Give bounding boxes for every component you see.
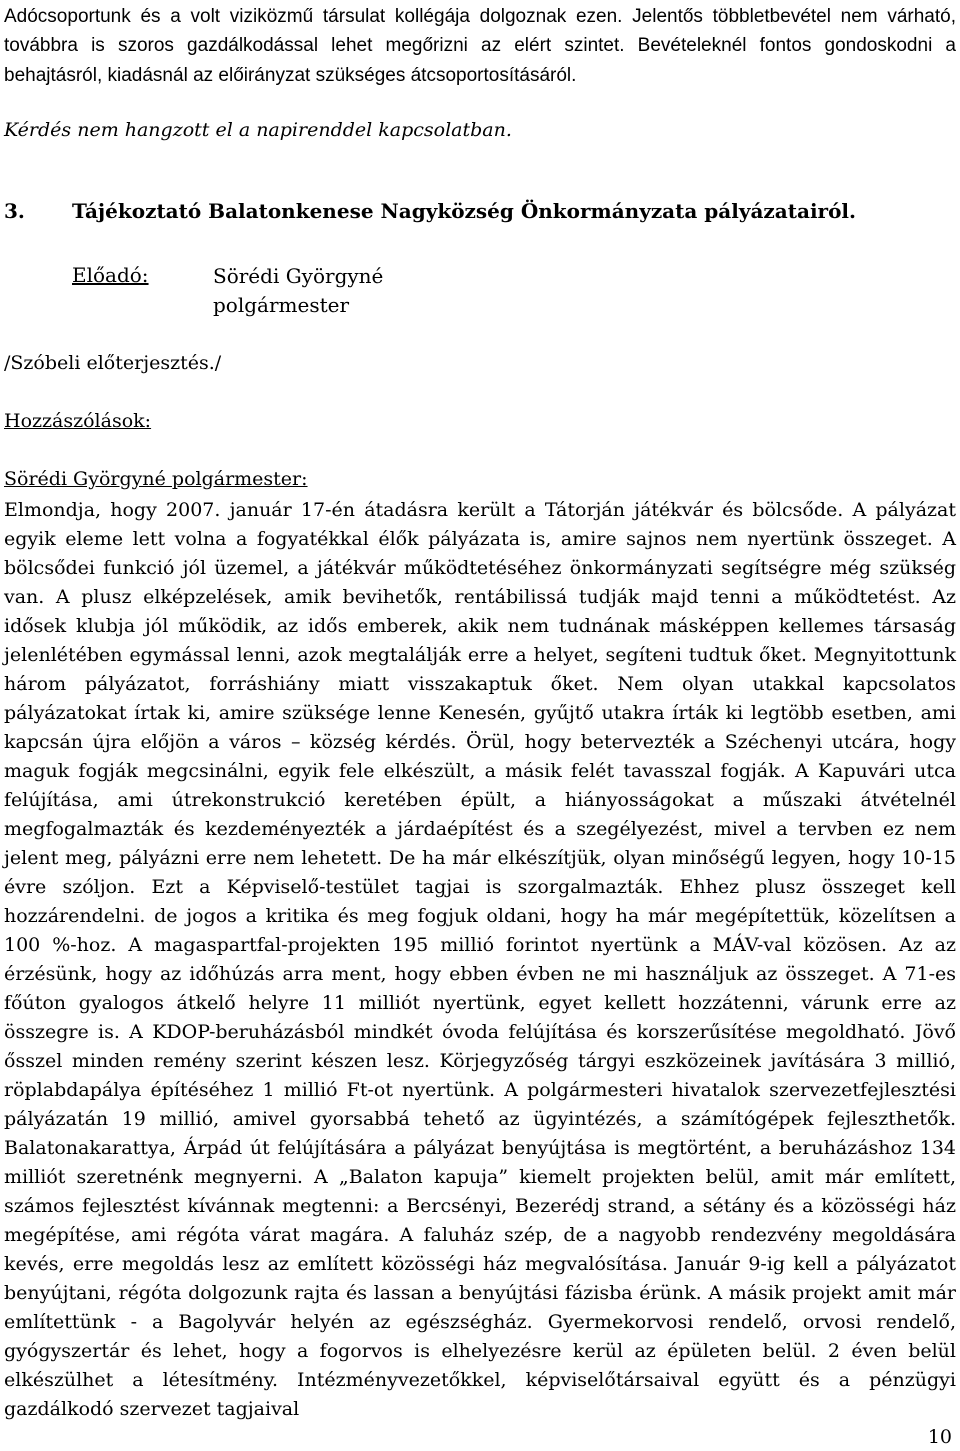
comments-heading: Hozzászólások: [4, 410, 152, 432]
agenda-item-number: 3. [4, 199, 25, 223]
page-number: 10 [927, 1426, 952, 1448]
intro-paragraph: Adócsoportunk és a volt viziközmű társulat kollégája dolgoznak ezen. Jelentős többletbevétel nem várható, továbbra is szoros gazdálkodással lehet megőrizni az elért szintet. Bevételeknél fontos gondoskodni a behajtásról, kiadásnál az előirányzat szükséges átcsoportosításáról. [4, 6, 956, 86]
presenter-label: Előadó: [72, 263, 149, 287]
presenter-block [213, 262, 383, 320]
agenda-item-heading [4, 198, 856, 224]
speech-paragraph: Elmondja, hogy 2007. január 17-én átadásra került a Tátorján játékvár és bölcsőde. A pályázat egyik eleme lett volna a fogyatékkal élők pályázata is, amire sajnos nem nyertünk összeget. A bölcsődei funkció jól üzemel, a játékvár működtetéséhez önkormányzati segítségre még szükség van. A plusz elképzelések, amik bevihetők, rentábilissá tudják majd tenni a működtetést. Az idősek klubja jól működik, az idős emberek, akik nem tudnának másképpen kellemes társaság jelenlétében egymással lenni, azok megtalálják erre a helyet, segíteni tudtuk őket. Megnyitottunk három pályázatot, forráshiány miatt visszakaptuk őket. Nem olyan utakkal kapcsolatos pályázatokat írtak ki, amire szüksége lenne Kenesén, gyűjtő utakra írták ki legtöbb esetben, ami kapcsán újra előjön a város – község kérdés. Örül, hogy betervezték a Széchenyi utcára, hogy maguk fogják megcsinálni, egyik fele elkészült, a másik felét tavasszal fogják. A Kapuvári utca felújítása, ami útrekonstrukció keretében épült, a hiányosságokat a műszaki átvételnél megfogalmazták és kezdeményezték a járdaépítést és a szegélyezést, mivel a tervben ez nem jelent meg, pályázni erre nem lehetett. De ha már elkészítjük, olyan minőségű legyen, hogy 10-15 évre szóljon. Ezt a Képviselő-testület tagjai is szorgalmazták. Ehhez plusz összeget kell hozzárendelni. de jogos a kritika és meg fogjuk oldani, hogy ha már megépítettük, közelítsen a 100 %-hoz. A magaspartfal-projekten 195 millió forintot nyertünk a MÁV-val közösen. Az az érzésünk, hogy az időhúzás arra ment, hogy ebben évben ne mi használjuk az összeget. A 71-es főúton gyalogos átkelő helyre 11 milliót nyertünk, egyet kellett hozzátenni, várunk erre az összegre is. A KDOP-beruházásból mindkét óvoda felújítása és korszerűsítése megoldható. Jövő ősszel minden remény szerint készen lesz. Körjegyzőség tárgyi eszközeinek javítására 3 millió, röplabdapálya építéséhez 1 millió Ft-ot nyertünk. A polgármesteri hivatalok szervezetfejlesztési pályázatán 19 millió, amivel gyorsabbá tehető az ügyintézés, a számítógépek fejleszthetők. Balatonakarattya, Árpád út felújítására a pályázat benyújtása is megtörtént, a beruházáshoz 134 milliót szeretnénk megnyerni. A „Balaton kapuja” kiemelt projekten belül, amit már említett, számos fejlesztést kívánnak megtenni: a Bercsényi, Bezerédj strand, a sétány és a közösségi ház megépítése, ami régóta várat magára. A faluház szép, de a nagyobb rendezvény megoldására kevés, erre megoldás lesz az említett közösségi ház megvalósítása. Január 9-ig kell a pályázatot benyújtani, régóta dolgozunk rajta és lassan a benyújtási fázisba érünk. A másik projekt amit már említettünk - a Bagolyvár helyén az egészségház. Gyermekorvosi rendelő, orvosi rendelő, gyógyszertár és lehet, hogy a fogorvos is elhelyezésre kerül az épületen belül. 2 éven belül elkészülhet a létesítmény. Intézményvezetőkkel, képviselőtársaival együtt és a pénzügyi gazdálkodó szervezet tagjaival [4, 499, 956, 1420]
agenda-item-title: Tájékoztató Balatonkenese Nagyközség Önkormányzata pályázatairól. [72, 199, 856, 223]
speaker-label: Sörédi Györgyné polgármester: [4, 468, 308, 490]
presenter-role: polgármester [213, 293, 350, 317]
no-question-note: Kérdés nem hangzott el a napirenddel kapcsolatban. [4, 119, 512, 141]
presenter-name: Sörédi Györgyné [213, 264, 384, 288]
oral-presentation-note: /Szóbeli előterjesztés./ [4, 352, 222, 374]
